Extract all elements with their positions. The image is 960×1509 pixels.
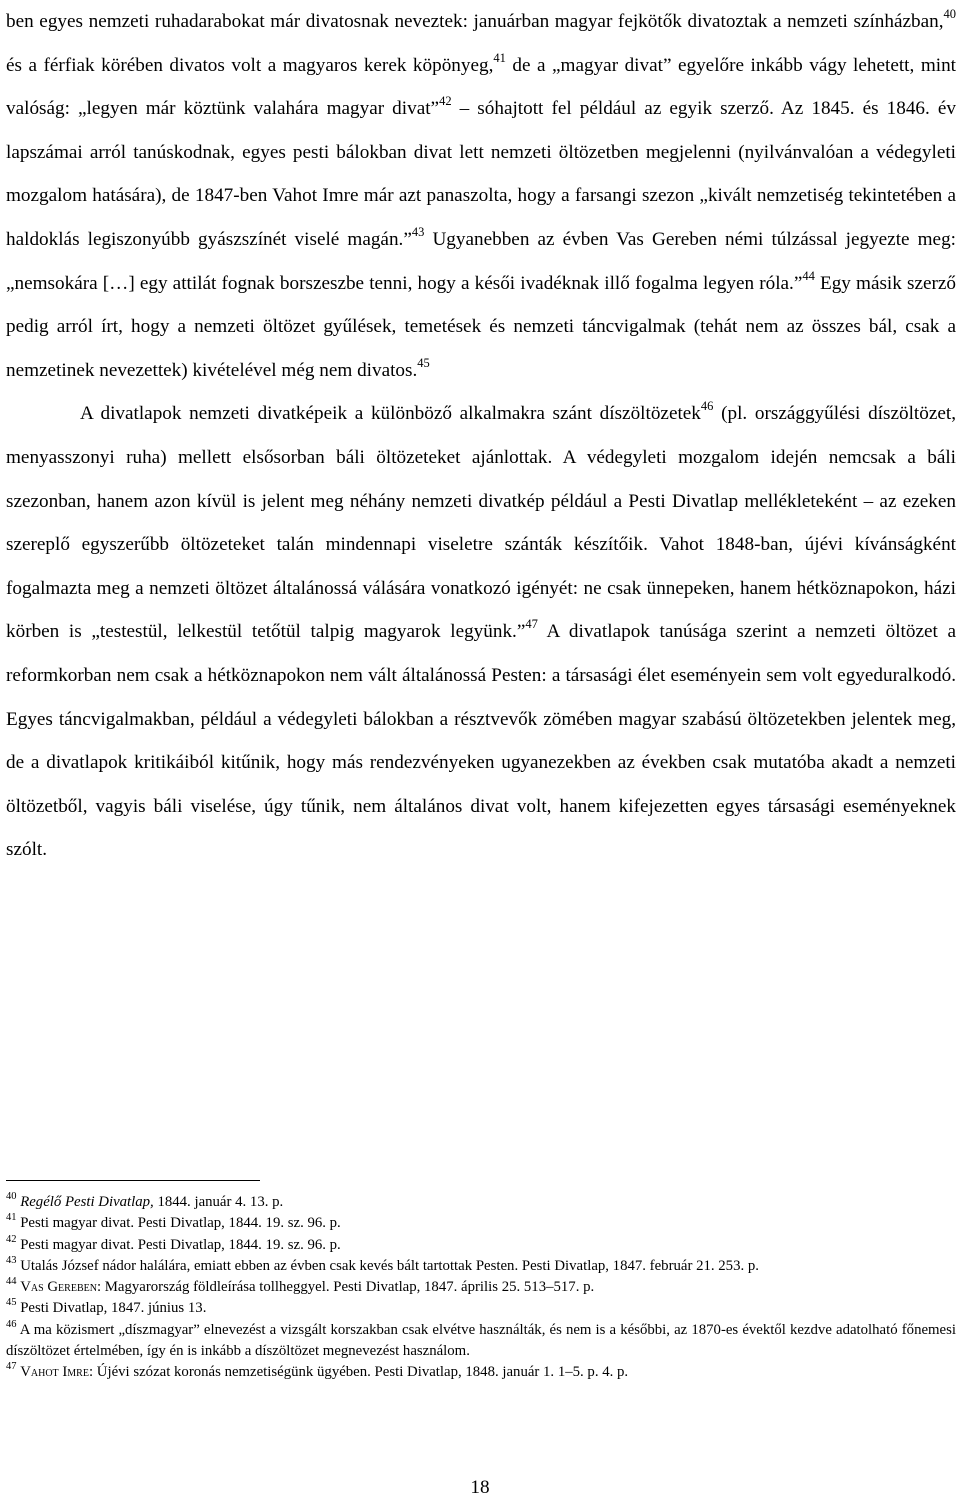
footnote-text: Pesti magyar divat. Pesti Divatlap, 1844. 19. sz. 96. p. — [16, 1236, 341, 1253]
footnote-text: A ma közismert „díszmagyar” elnevezést a vizsgált korszakban csak elvétve használták, és nem is a későbbi, az 1870-es évektől kezdve adatolható főnemesi díszöltözet értelmében, így én is inkább a díszöltözet megnevezést használom. — [6, 1321, 956, 1360]
paragraph-1 — [6, 0, 956, 392]
text-run: – sóhajtott fel például az egyik szerző. Az 1845. és 1846. év lapszámai arról tanúskodnak, egyes pesti bálokban divat lett nemzeti öltözetben megjelenni (nyilvánvalóan a védegyleti mozgalom hatására), de 1847-ben Vahot Imre már azt panaszolta, hogy a farsangi szezon „kivált nemzetiség tekintetében a haldoklás legiszonyúbb gyászszínét viselé magán.” — [6, 98, 956, 250]
footnote-42 — [6, 1235, 956, 1256]
footnote-ref-47[interactable]: 47 — [525, 617, 538, 632]
footnote-text: Pesti Divatlap, 1847. június 13. — [16, 1300, 207, 1317]
footnote-43 — [6, 1256, 956, 1277]
paragraph-2 — [6, 392, 956, 872]
text-run: A divatlapok nemzeti divatképeik a különböző alkalmakra szánt díszöltözetek — [80, 403, 701, 425]
text-run: és a férfiak körében divatos volt a magyaros kerek köpönyeg, — [6, 54, 494, 76]
footnote-text: Pesti magyar divat. Pesti Divatlap, 1844. 19. sz. 96. p. — [16, 1215, 341, 1232]
footnote-number: 44 — [6, 1276, 17, 1288]
footnote-number: 45 — [6, 1297, 17, 1309]
footnote-45 — [6, 1298, 956, 1319]
footnote-number: 46 — [6, 1318, 17, 1330]
footnote-46 — [6, 1320, 956, 1363]
page-number: 18 — [470, 1477, 490, 1498]
footnote-separator — [6, 1180, 260, 1181]
footnote-author: Vahot Imre — [20, 1364, 89, 1381]
text-run: Ugyanebben az évben Vas Gereben némi túlzással jegyezte meg: „nemsokára […] egy attilát fognak borszeszbe tenni, hogy a késői ivadéknak illő fogalma legyen róla.” — [6, 228, 956, 294]
footnote-41 — [6, 1213, 956, 1234]
footnote-ref-43[interactable]: 43 — [411, 224, 425, 239]
footnote-47 — [6, 1362, 956, 1383]
footnote-ref-40[interactable]: 40 — [943, 7, 956, 21]
footnote-number: 42 — [6, 1233, 17, 1245]
footnote-number: 40 — [6, 1191, 17, 1202]
text-run: A divatlapok tanúsága szerint a nemzeti öltözet a reformkorban nem csak a hétköznapokon nem vált általánossá Pesten: a társasági élet eseményein sem volt egyeduralkodó. Egyes táncvigalmakban, például a védegyleti bálokban a résztvevők zömében magyar szabású öltözetekben jelentek meg, de a divatlapok kritikáiból kitűnik, hogy más rendezvényeken ugyanezekben az években csak mutatóba akadt a nemzeti öltözetből, vagyis báli viselése, úgy tűnik, nem általános divat volt, hanem kifejezetten egyes társasági eseményeknek szólt. — [6, 621, 956, 861]
footnote-ref-46[interactable]: 46 — [700, 399, 714, 414]
text-run: ben egyes nemzeti ruhadarabokat már divatosnak neveztek: januárban magyar fejkötők divatoztak a nemzeti színházban, — [6, 11, 944, 32]
footnote-40 — [6, 1192, 956, 1213]
footnote-ref-44[interactable]: 44 — [802, 268, 815, 283]
footnote-text: : Magyarország földleírása tollheggyel. Pesti Divatlap, 1847. április 25. 513–517. p. — [96, 1279, 595, 1296]
footnote-number: 41 — [6, 1212, 17, 1224]
footnote-title: Regélő Pesti Divatlap, — [20, 1194, 154, 1210]
text-run: (pl. országgyűlési díszöltözet, menyasszonyi ruha) mellett elsősorban báli öltözeteket ajánlottak. A védegyleti mozgalom idején nemcsak a báli szezonban, hanem azon kívül is jelent meg néhány nemzeti divatkép például a Pesti Divatlap mellékleteként – az ezeken szereplő egyszerűbb öltözeteket talán mindennapi viseletre szánták készítőik. Vahot 1848-ban, újévi kívánságként fogalmazta meg a nemzeti öltözet általánossá válására vonatkozó igényét: ne csak ünnepeken, hanem hétköznapokon, házi körben is „testestül, lelkestül tetőtül talpig magyarok legyünk.” — [6, 403, 956, 643]
footnote-text: 1844. január 4. 13. p. — [153, 1194, 284, 1210]
footnote-text: : Újévi szózat koronás nemzetiségünk ügyében. Pesti Divatlap, 1848. január 1. 1–5. p. 4. p. — [88, 1364, 629, 1381]
footnote-author: Vas Gereben — [20, 1279, 97, 1296]
footnote-ref-45[interactable]: 45 — [417, 355, 430, 370]
footnote-ref-42[interactable]: 42 — [439, 94, 452, 109]
footnote-number: 43 — [6, 1254, 17, 1266]
footnote-number: 47 — [6, 1361, 17, 1373]
text-run: Egy másik szerző pedig arról írt, hogy a nemzeti öltözet gyűlések, temetések és nemzeti táncvigalmak (tehát nem az összes bál, csak a nemzetinek nevezettek) kivételével még nem divatos. — [6, 272, 956, 381]
footnotes — [6, 1192, 956, 1384]
footnote-ref-41[interactable]: 41 — [493, 50, 506, 65]
body-text — [6, 0, 956, 872]
footnote-44 — [6, 1277, 956, 1298]
text-run: de a „magyar divat” egyelőre inkább vágy lehetett, mint valóság: „legyen már köztünk valahára magyar divat” — [6, 54, 956, 120]
footnote-text: Utalás József nádor halálára, emiatt ebben az évben csak kevés bált tartottak Pesten. Pesti Divatlap, 1847. február 21. 253. p. — [16, 1257, 759, 1274]
